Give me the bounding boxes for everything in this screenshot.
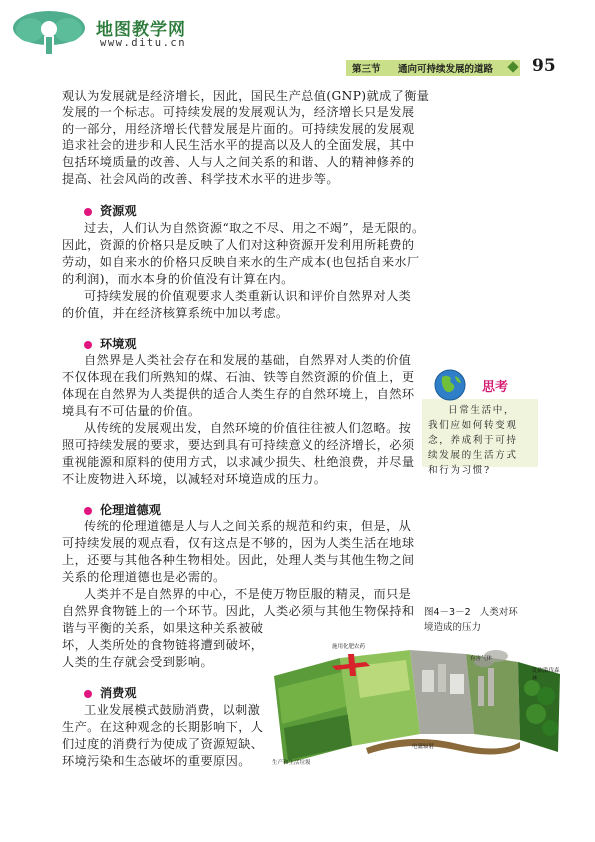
text-line: 追求社会的进步和人民生活水平的提高以及人的全面发展，其中 bbox=[62, 138, 415, 152]
think-line: 我们应如何转变观 bbox=[428, 420, 518, 431]
text-line: 发展的一个标志。可持续发展的发展观认为，经济增长只是发展 bbox=[62, 105, 415, 119]
text-line: 劳动，如自来水的价格只反映自来水的生产成本(也包括自来水厂 bbox=[62, 255, 420, 269]
text-line: 可持续发展的价值观要求人类重新认识和评价自然界对人类 bbox=[84, 289, 412, 303]
environmental-pressure-illustration bbox=[270, 636, 562, 770]
text-line: 坏，人类所处的食物链将遭到破坏， bbox=[62, 638, 264, 652]
text-line: 人类的生存就会受到影响。 bbox=[62, 655, 214, 669]
bullet-icon bbox=[84, 507, 92, 515]
heading-environment: 环境观 bbox=[100, 337, 137, 351]
label-pesticide: 施用化肥农药 bbox=[332, 644, 366, 650]
label-deforestation: 乱砍滥伐森林 bbox=[532, 668, 560, 682]
text-line: 关系的伦理道德也是必需的。 bbox=[62, 570, 226, 584]
text-line: 自然界食物链上的一个环节。因此，人类必须与其他生物保持和 bbox=[62, 604, 415, 618]
page-number: 95 bbox=[532, 56, 556, 76]
figure-number: 图4－3－2 bbox=[424, 607, 471, 618]
heading-ethics: 伦理道德观 bbox=[100, 503, 161, 517]
text-line: 可持续发展的观点看，仅有这点是不够的，因为人类生活在地球 bbox=[62, 536, 415, 550]
text-line: 人类并不是自然界的中心，不是使万物臣服的精灵，而只是 bbox=[84, 587, 412, 601]
text-line: 包括环境质量的改善、人与人之间关系的和谐、人的精神修养的 bbox=[62, 155, 415, 169]
section-title: 通向可持续发展的道路 bbox=[398, 64, 494, 75]
think-title: 思考 bbox=[482, 380, 509, 395]
text-line: 过去，人们认为自然资源“取之不尽、用之不竭”，是无限的。 bbox=[84, 221, 425, 235]
think-line: 念，养成利于可持 bbox=[428, 435, 518, 446]
text-line: 工业发展模式鼓励消费，以刺激 bbox=[84, 703, 261, 717]
think-line: 和行为习惯? bbox=[428, 465, 491, 476]
label-waste: 生产和生活垃圾 bbox=[272, 760, 311, 766]
figure-caption-line2: 境造成的压力 bbox=[424, 622, 482, 633]
text-line: 因此，资源的价格只是反映了人们对这种资源开发利用所耗费的 bbox=[62, 238, 415, 252]
text-line: 重视能源和原料的使用方式，以求减少损失、杜绝浪费，并尽量 bbox=[62, 455, 415, 469]
text-line: 的利润)，而水本身的价值没有计算在内。 bbox=[62, 272, 294, 286]
globe-icon bbox=[434, 369, 466, 401]
text-line: 环境污染和生态破坏的重要原因。 bbox=[62, 754, 251, 768]
label-radiation: 电磁辐射 bbox=[412, 744, 435, 750]
figure-caption bbox=[424, 604, 518, 618]
text-line: 体现在自然界为人类提供的适合人类生存的自然环境上，自然环 bbox=[62, 387, 415, 401]
text-line: 自然界是人类社会存在和发展的基础，自然界对人类的价值 bbox=[84, 353, 412, 367]
text-line: 照可持续发展的要求，要达到具有可持续意义的经济增长，必须 bbox=[62, 438, 415, 452]
text-line: 观认为发展就是经济增长，因此，国民生产总值(GNP)就成了衡量 bbox=[62, 89, 430, 103]
text-line: 生产。在这种观念的长期影响下，人 bbox=[62, 720, 264, 734]
think-body bbox=[422, 399, 538, 476]
bullet-icon bbox=[84, 208, 92, 216]
section-number: 第三节 bbox=[352, 64, 381, 75]
think-line: 日常生活中， bbox=[448, 405, 516, 416]
text-line: 不让废物进入环境，以减轻对环境造成的压力。 bbox=[62, 472, 327, 486]
text-line: 上，还要与其他各种生物相处。因此，处理人类与其他生物之间 bbox=[62, 553, 415, 567]
text-line: 们过度的消费行为使成了资源短缺、 bbox=[62, 737, 264, 751]
text-line: 的价值，并在经济核算系统中加以考虑。 bbox=[62, 306, 289, 320]
think-sidebar bbox=[422, 369, 538, 476]
watermark-name: 地图教学网 bbox=[96, 20, 186, 40]
text-line: 的一部分，用经济增长代替发展是片面的。可持续发展的发展观 bbox=[62, 122, 415, 136]
think-line: 续发展的生活方式 bbox=[428, 450, 518, 461]
text-line: 不仅体现在我们所熟知的煤、石油、铁等自然资源的价值上，更 bbox=[62, 370, 415, 384]
tree-logo-icon bbox=[8, 8, 90, 56]
figure-caption-text: 人类对环 bbox=[479, 607, 518, 618]
text-line: 从传统的发展观出发，自然环境的价值往往被人们忽略。按 bbox=[84, 421, 412, 435]
bullet-icon bbox=[84, 690, 92, 698]
text-line: 提高、社会风尚的改善、科学技术水平的进步等。 bbox=[62, 172, 339, 186]
text-line: 传统的伦理道德是人与人之间关系的规范和约束，但是，从 bbox=[84, 519, 412, 533]
label-harmful-gas: 有害气体 bbox=[470, 656, 493, 662]
watermark-url: www.ditu.cn bbox=[100, 37, 187, 49]
heading-consumption: 消费观 bbox=[100, 686, 137, 700]
text-line: 谐与平衡的关系，如果这种关系被破 bbox=[62, 621, 264, 635]
watermark-logo bbox=[4, 6, 194, 56]
bullet-icon bbox=[84, 341, 92, 349]
text-line: 境具有不可估量的价值。 bbox=[62, 404, 201, 418]
heading-resources: 资源观 bbox=[100, 204, 137, 218]
